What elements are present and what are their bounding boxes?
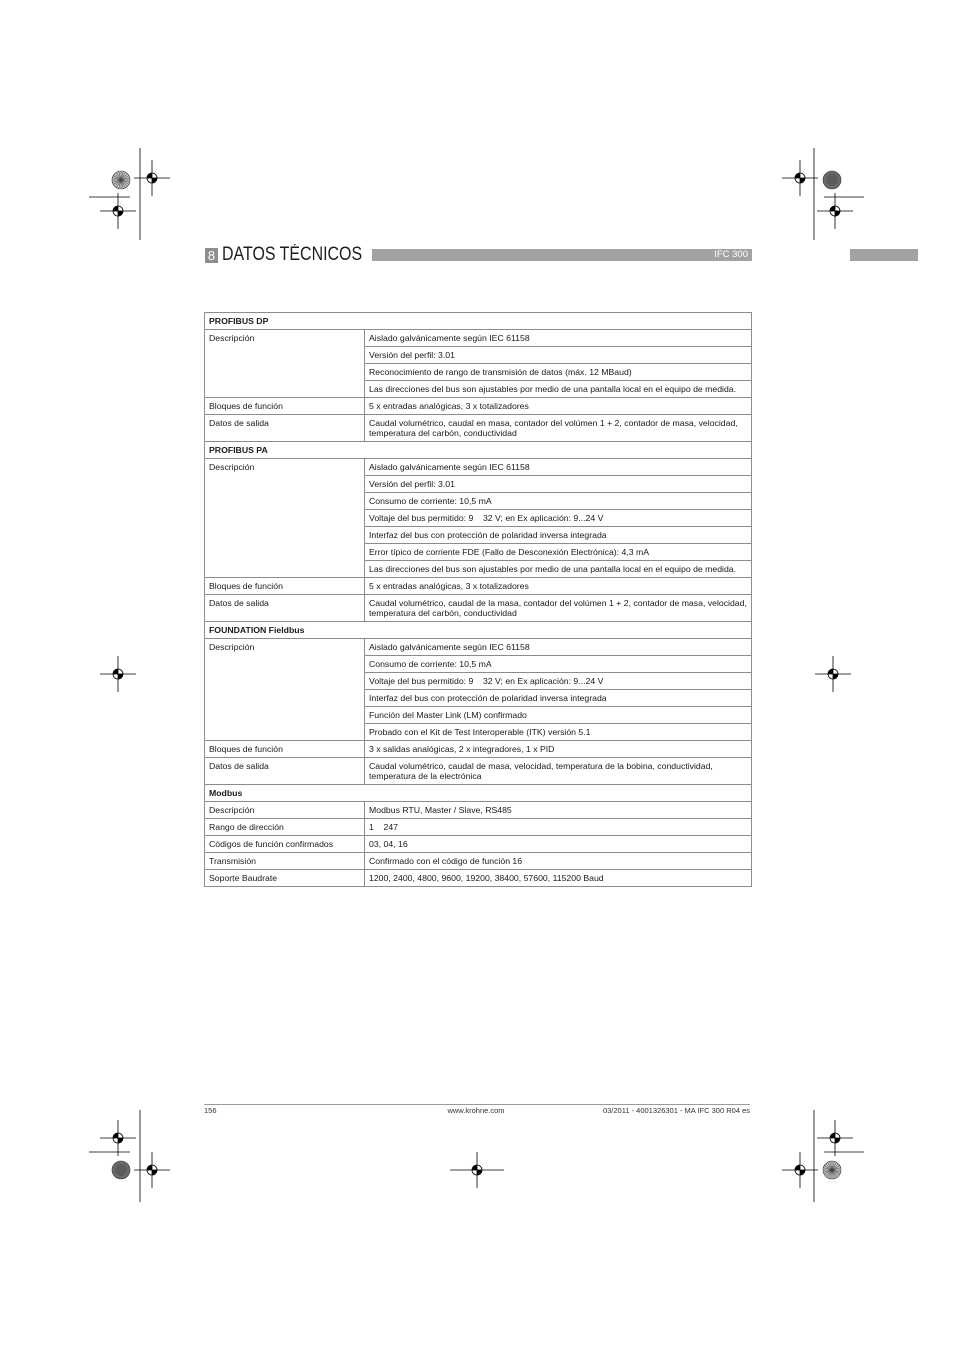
- registration-cross: [782, 1152, 818, 1188]
- row-value: 5 x entradas analógicas, 3 x totalizadores: [365, 578, 752, 595]
- registration-cross: [134, 1152, 170, 1188]
- row-value: Aislado galvánicamente según IEC 61158: [365, 639, 752, 656]
- registration-cross: [817, 193, 853, 229]
- section-title: PROFIBUS DP: [205, 313, 752, 330]
- table-row: [205, 578, 752, 595]
- row-value: Probado con el Kit de Test Interoperable (ITK) versión 5.1: [365, 724, 752, 741]
- row-value: Error típico de corriente FDE (Fallo de Desconexión Electrónica): 4,3 mA: [365, 544, 752, 561]
- section-title: FOUNDATION Fieldbus: [205, 622, 752, 639]
- row-label: Descripción: [205, 459, 365, 578]
- table-row: [205, 639, 752, 656]
- registration-cross: [100, 1120, 136, 1156]
- footer-divider: [204, 1104, 750, 1105]
- row-label: Descripción: [205, 330, 365, 398]
- table-row: [205, 819, 752, 836]
- table-row: [205, 802, 752, 819]
- row-value: Voltaje del bus permitido: 9 32 V; en Ex aplicación: 9...24 V: [365, 510, 752, 527]
- row-value: Las direcciones del bus son ajustables por medio de una pantalla local en el equipo de medida.: [365, 381, 752, 398]
- row-value: Las direcciones del bus son ajustables por medio de una pantalla local en el equipo de medida.: [365, 561, 752, 578]
- row-label: Bloques de función: [205, 578, 365, 595]
- table-row: [205, 836, 752, 853]
- row-value: 1 247: [365, 819, 752, 836]
- registration-cross: [815, 656, 851, 692]
- row-value: Modbus RTU, Master / Slave, RS485: [365, 802, 752, 819]
- table-row: [205, 415, 752, 442]
- row-value: Caudal volumétrico, caudal de la masa, contador del volúmen 1 + 2, contador de masa, velocidad, temperatura del carbón, conductividad: [365, 595, 752, 622]
- registration-cross: [100, 656, 136, 692]
- row-value: Consumo de corriente: 10,5 mA: [365, 493, 752, 510]
- row-label: Datos de salida: [205, 415, 365, 442]
- row-value: Versión del perfil: 3.01: [365, 476, 752, 493]
- footer-website: www.krohne.com: [447, 1106, 505, 1115]
- product-name: IFC 300: [714, 249, 748, 260]
- registration-cross: [782, 160, 818, 196]
- row-label: Rango de dirección: [205, 819, 365, 836]
- row-label: Soporte Baudrate: [205, 870, 365, 887]
- table-row: [205, 758, 752, 785]
- table-row: [205, 398, 752, 415]
- row-label: Bloques de función: [205, 398, 365, 415]
- table-row: [205, 459, 752, 476]
- registration-cross: [817, 1120, 853, 1156]
- row-value: Aislado galvánicamente según IEC 61158: [365, 330, 752, 347]
- row-value: Caudal volumétrico, caudal de masa, velocidad, temperatura de la bobina, conductividad, temperatura de la electrónica: [365, 758, 752, 785]
- row-label: Bloques de función: [205, 741, 365, 758]
- row-value: 03, 04, 16: [365, 836, 752, 853]
- chapter-number-badge: 8: [205, 248, 218, 263]
- row-value: Interfaz del bus con protección de polaridad inversa integrada: [365, 527, 752, 544]
- table-row: [205, 870, 752, 887]
- section-header-row: [205, 313, 752, 330]
- section-header-row: [205, 442, 752, 459]
- row-label: Datos de salida: [205, 595, 365, 622]
- row-label: Códigos de función confirmados: [205, 836, 365, 853]
- header-bar: [372, 249, 752, 261]
- row-value: 3 x salidas analógicas, 2 x integradores, 1 x PID: [365, 741, 752, 758]
- row-value: Función del Master Link (LM) confirmado: [365, 707, 752, 724]
- color-target-disc: [823, 171, 841, 189]
- section-header-row: [205, 622, 752, 639]
- color-target-disc: [823, 1161, 841, 1179]
- section-title: Modbus: [205, 785, 752, 802]
- table-row: [205, 330, 752, 347]
- header-bar-right: [850, 249, 918, 261]
- spec-table: [204, 312, 752, 887]
- registration-cross: [134, 160, 170, 196]
- registration-cross: [100, 193, 136, 229]
- color-target-disc: [112, 1161, 130, 1179]
- row-value: 5 x entradas analógicas, 3 x totalizadores: [365, 398, 752, 415]
- row-value: Consumo de corriente: 10,5 mA: [365, 656, 752, 673]
- chapter-title: DATOS TÉCNICOS: [222, 244, 363, 265]
- row-value: Reconocimiento de rango de transmisión de datos (máx. 12 MBaud): [365, 364, 752, 381]
- footer-doc-reference: 03/2011 - 4001326301 - MA IFC 300 R04 es: [602, 1106, 750, 1115]
- row-value: Confirmado con el código de función 16: [365, 853, 752, 870]
- table-row: [205, 741, 752, 758]
- row-value: Aislado galvánicamente según IEC 61158: [365, 459, 752, 476]
- section-title: PROFIBUS PA: [205, 442, 752, 459]
- table-row: [205, 595, 752, 622]
- color-target-disc: [112, 171, 130, 189]
- row-label: Descripción: [205, 639, 365, 741]
- page-number: 156: [204, 1106, 217, 1115]
- row-value: 1200, 2400, 4800, 9600, 19200, 38400, 57600, 115200 Baud: [365, 870, 752, 887]
- table-row: [205, 853, 752, 870]
- row-value: Caudal volumétrico, caudal en masa, contador del volúmen 1 + 2, contador de masa, velocidad, temperatura del carbón, conductividad: [365, 415, 752, 442]
- row-value: Interfaz del bus con protección de polaridad inversa integrada: [365, 690, 752, 707]
- registration-cross: [450, 1152, 504, 1188]
- row-value: Versión del perfil: 3.01: [365, 347, 752, 364]
- row-label: Transmisión: [205, 853, 365, 870]
- row-value: Voltaje del bus permitido: 9 32 V; en Ex aplicación: 9...24 V: [365, 673, 752, 690]
- row-label: Descripción: [205, 802, 365, 819]
- section-header-row: [205, 785, 752, 802]
- row-label: Datos de salida: [205, 758, 365, 785]
